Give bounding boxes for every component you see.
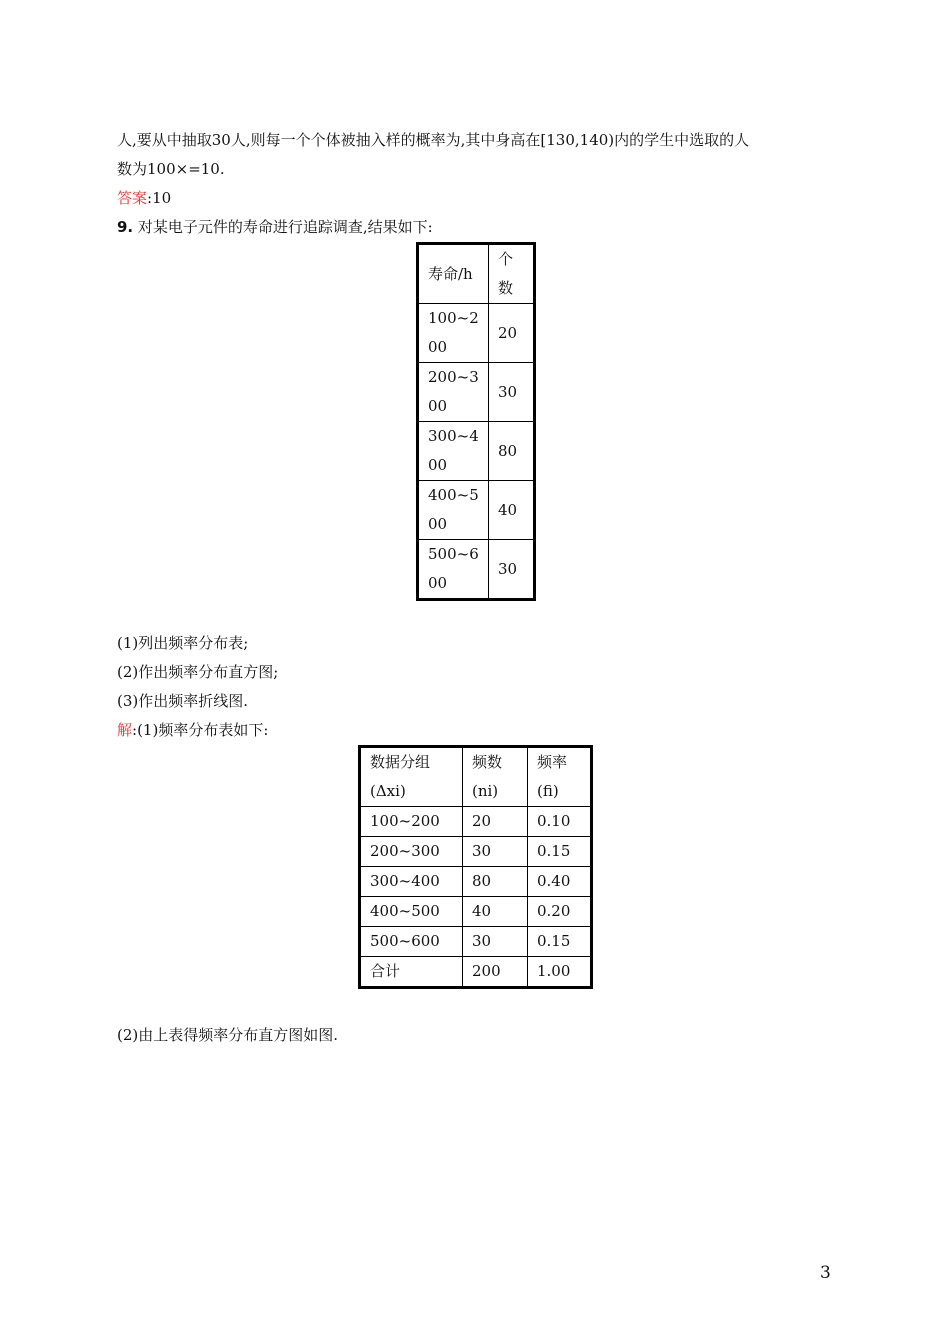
table-row: [360, 897, 592, 927]
part-1: (1)列出频率分布表;: [117, 634, 249, 652]
table-row: [360, 867, 592, 897]
header-sub: (Δxi): [370, 782, 406, 800]
cell-range: 100~200: [418, 304, 489, 363]
header-frequency-rate: [528, 747, 592, 807]
table-row: [418, 540, 535, 600]
header-title: 频率: [537, 753, 568, 771]
cell-count: 30: [489, 363, 535, 422]
question-number: 9.: [117, 218, 134, 236]
cell-rate: 0.15: [528, 927, 592, 957]
cell-group: 300~400: [360, 867, 463, 897]
header-title: 数据分组: [370, 753, 431, 771]
header-title: 频数: [472, 753, 503, 771]
part-3: (3)作出频率折线图.: [117, 692, 249, 710]
cell-range: 300~400: [418, 422, 489, 481]
cell-rate: 0.15: [528, 837, 592, 867]
intro-line-2: 数为100×=10.: [117, 160, 225, 178]
cell-count: 40: [489, 481, 535, 540]
lifetime-table: [416, 242, 536, 601]
table-row: [360, 927, 592, 957]
header-frequency-count: [463, 747, 528, 807]
cell-group: 200~300: [360, 837, 463, 867]
table-row: [360, 837, 592, 867]
cell-range: 200~300: [418, 363, 489, 422]
cell-count: 30: [463, 837, 528, 867]
table-row: [360, 807, 592, 837]
cell-group: 400~500: [360, 897, 463, 927]
cell-group: 合计: [360, 957, 463, 988]
header-sub: (ni): [472, 782, 499, 800]
table-row: [418, 481, 535, 540]
cell-count: 80: [463, 867, 528, 897]
cell-rate: 0.10: [528, 807, 592, 837]
header-lifetime: 寿命/h: [418, 244, 489, 304]
cell-count: 20: [489, 304, 535, 363]
question-text: 对某电子元件的寿命进行追踪调查,结果如下:: [133, 218, 433, 236]
cell-rate: 0.20: [528, 897, 592, 927]
cell-count: 20: [463, 807, 528, 837]
header-group: [360, 747, 463, 807]
cell-rate: 1.00: [528, 957, 592, 988]
solution-part-2: (2)由上表得频率分布直方图如图.: [117, 1026, 339, 1044]
solution-text: :(1)频率分布表如下:: [132, 721, 269, 739]
answer-value: :10: [147, 189, 172, 207]
cell-group: 500~600: [360, 927, 463, 957]
solution-line: [117, 720, 268, 740]
frequency-table: [358, 745, 593, 989]
table-row: [360, 957, 592, 988]
header-sub: (fi): [537, 782, 559, 800]
cell-range: 500~600: [418, 540, 489, 600]
cell-range: 400~500: [418, 481, 489, 540]
question-9: [117, 217, 433, 237]
solution-label: 解: [117, 721, 133, 739]
part-2: (2)作出频率分布直方图;: [117, 663, 279, 681]
intro-line-1: 人,要从中抽取30人,则每一个个体被抽入样的概率为,其中身高在[130,140)内的学生中选取的人: [117, 131, 750, 149]
page-number: 3: [820, 1263, 831, 1283]
cell-rate: 0.40: [528, 867, 592, 897]
cell-count: 30: [489, 540, 535, 600]
table-row: [418, 363, 535, 422]
cell-count: 40: [463, 897, 528, 927]
cell-group: 100~200: [360, 807, 463, 837]
cell-count: 80: [489, 422, 535, 481]
cell-count: 30: [463, 927, 528, 957]
header-count: 个数: [489, 244, 535, 304]
cell-count: 200: [463, 957, 528, 988]
table-row: [418, 304, 535, 363]
answer-label: 答案: [117, 189, 148, 207]
table-row: [418, 422, 535, 481]
answer-line: [117, 188, 171, 208]
